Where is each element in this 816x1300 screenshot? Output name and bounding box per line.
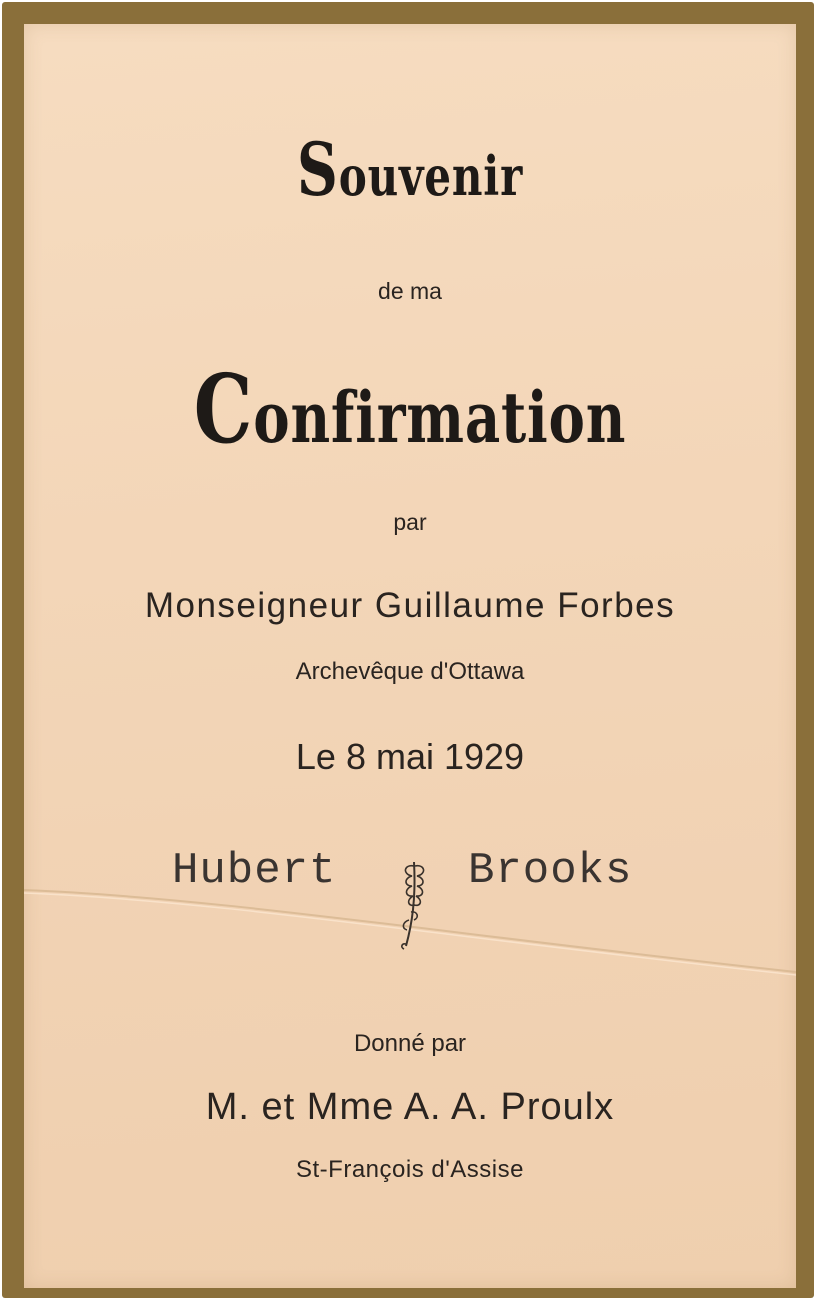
- subtitle-de-ma: de ma: [378, 278, 442, 304]
- ceremony-date: Le 8 mai 1929: [295, 736, 525, 777]
- parish: St-François d'Assise: [296, 1156, 524, 1183]
- donors: M. et Mme A. A. Proulx: [205, 1086, 615, 1128]
- officiant-title: Archevêque d'Ottawa: [295, 658, 525, 685]
- oak-leaf-sprig-icon: [394, 854, 434, 950]
- recipient-first-name: Hubert: [172, 846, 337, 896]
- confirmation-card: [2, 2, 814, 1298]
- title-souvenir: Souvenir: [296, 128, 524, 213]
- officiant-name: Monseigneur Guillaume Forbes: [144, 586, 676, 625]
- label-donne-par: Donné par: [353, 1030, 467, 1057]
- label-par: par: [393, 509, 427, 535]
- recipient-last-name: Brooks: [468, 846, 633, 896]
- card-paper: [24, 24, 796, 1288]
- title-confirmation: Confirmation: [193, 354, 627, 465]
